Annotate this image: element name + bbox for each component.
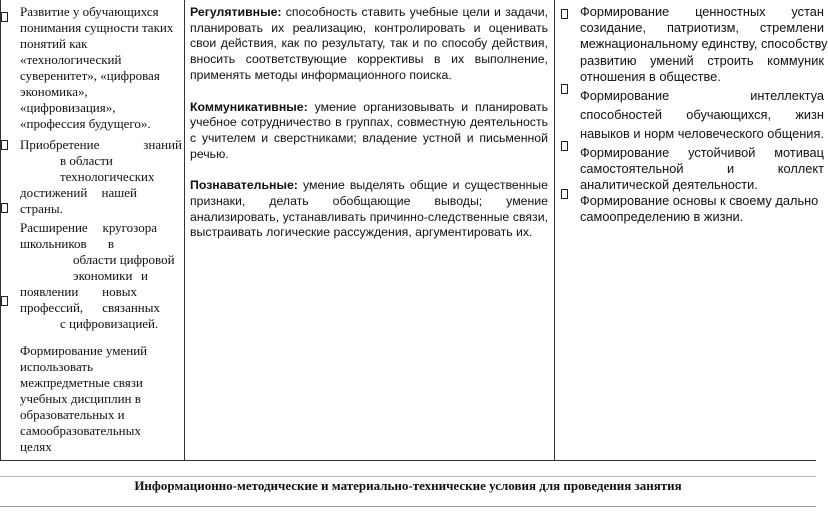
col1-item-skills [20,343,182,455]
text-line: страны. [20,201,63,216]
text-line: самоопределению в жизни. [580,209,744,225]
text-line: школьников в [20,236,114,251]
regulative-label: Регулятивные: [190,5,282,19]
text-line: навыков и норм человеческого общения. [580,126,824,142]
footer-bottom-border [0,506,816,507]
text-line: целях [20,439,52,454]
bullet-marker-icon [561,9,568,19]
text-line: Формирование ценностных устан [580,4,824,19]
table-row-divider [0,460,816,461]
regulative-paragraph [190,5,548,84]
text-line: Приобретение знаний [20,137,182,152]
bullet-marker-icon [1,12,8,22]
section-heading: Информационно-методические и материально-технические условия для проведения занятия [134,478,682,493]
text-line: самостоятельной и коллект [580,161,824,177]
text-line: межпредметные связи [20,375,143,390]
col3-item-selfdetermination [580,193,824,225]
text-line: появлении новых [20,284,137,299]
text-line: экономика», [20,84,88,99]
regulative-text: способность ставить учебные цели и задачи, планировать их реализацию, контролировать и оценивать свои действия, как по результату, так и по способу действия, вносить соответствующие коррективы в их выполнение, применять методы информационного поиска. [190,5,548,82]
text-line: Формирование интеллектуа [580,88,824,103]
text-line: Расширение кругозора [20,220,157,235]
col3-item-intellect [580,88,824,143]
text-line: понимания сущности таких [20,20,174,35]
text-line: с цифровизацией. [60,316,159,331]
text-line: межнациональному единству, способству [580,36,828,52]
text-line: «профессия будущего». [20,116,151,131]
text-line: технологических [60,169,155,184]
text-line: образовательных и [20,407,125,422]
footer-row-divider [0,476,816,477]
text-line: Формирование основы к своему дально [580,193,819,208]
text-line: созидание, патриотизм, стремлени [580,20,824,36]
col3-item-motivation [580,145,824,194]
text-line: учебных дисциплин в [20,391,141,406]
col1-item-horizons [20,220,182,332]
bullet-marker-icon [1,140,8,150]
bullet-marker-icon [561,84,568,94]
text-line: достижений нашей [20,185,137,200]
text-line: Формирование устойчивой мотивац [580,145,824,160]
text-line: способностей обучающихся, жизн [580,107,824,123]
cognitive-paragraph [190,178,548,241]
text-line: экономики и [73,268,148,283]
text-line: области цифровой [73,252,175,267]
text-line: самообразовательных [20,423,141,438]
bullet-marker-icon [561,189,568,199]
col3-item-values [580,4,828,85]
text-line: в области [60,153,113,168]
text-line: аналитической деятельности. [580,177,758,193]
communicative-paragraph [190,100,548,163]
text-line: профессий, связанных [20,300,160,315]
bullet-marker-icon [1,296,8,306]
col1-item-knowledge [20,137,182,217]
text-line: «цифровизация», [20,100,116,115]
communicative-text: умение организовывать и планировать учебное сотрудничество в группах, совместную деятельность с учителем и сверстниками; владение устной и письменной речью. [190,99,548,161]
communicative-label: Коммуникативные: [190,99,308,114]
cognitive-label: Познавательные: [190,178,298,193]
table-border-left [0,0,1,461]
bullet-marker-icon [1,203,8,213]
text-line: отношения в обществе. [580,68,721,84]
cognitive-text: умение выделять общие и существенные признаки, делать обобщающие выводы; умение анализировать, устанавливать причинно-следственные связи, выстраивать логические рассуждения, аргументировать их. [190,178,548,240]
col3-clip [580,0,828,460]
text-line: Формирование умений [20,343,148,358]
table-divider-1 [184,0,185,461]
text-line: понятий как [20,36,88,51]
col2-metasubject-results [190,5,548,241]
text-line: Развитие у обучающихся [20,4,159,19]
col1-item-development [20,4,182,132]
bullet-marker-icon [561,141,568,151]
table-divider-2 [554,0,555,461]
text-line: использовать [20,359,93,374]
text-line: развитию умений строить коммуник [580,52,824,68]
text-line: суверенитет», «цифровая [20,68,160,83]
text-line: «технологический [20,52,122,67]
